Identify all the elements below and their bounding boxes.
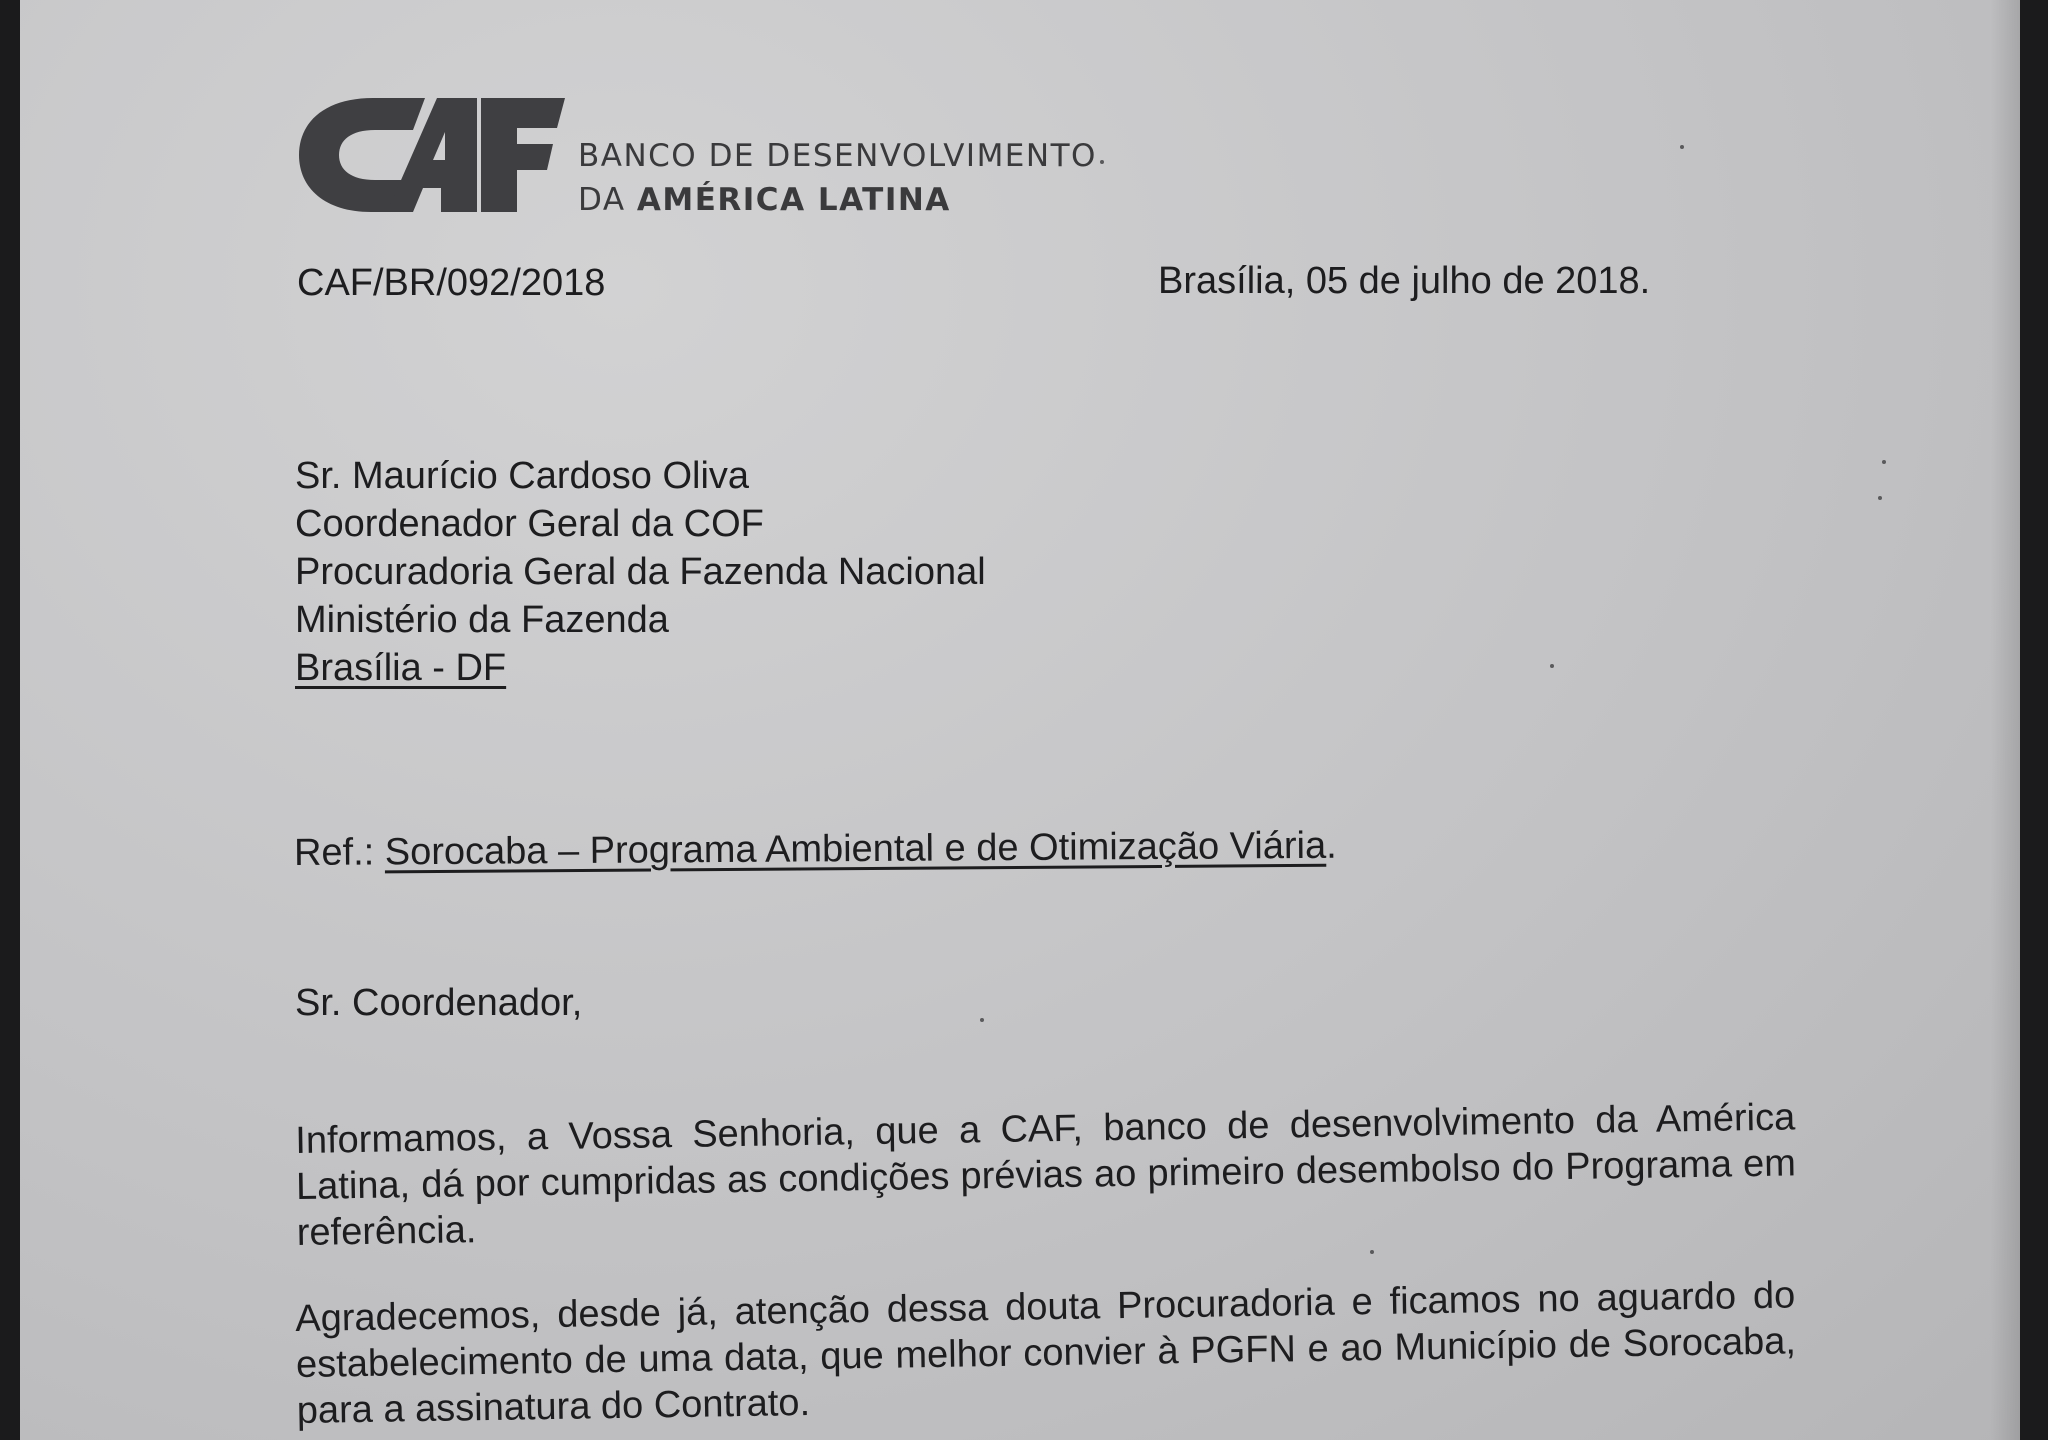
letter-page [20, 0, 2020, 1440]
subject-label: Ref.: [293, 831, 375, 874]
reference-number: CAF/BR/092/2018 [297, 262, 606, 304]
subject-line [294, 825, 1337, 875]
recipient-organization: Procuradoria Geral da Fazenda Nacional [295, 551, 986, 593]
body-paragraph-2: Agradecemos, desde já, atenção dessa douta Procuradoria e ficamos no aguardo do estabelecimento de uma data, que melhor convier à PGFN e ao Município de Sorocaba, para a assinatura do Contrato. [295, 1274, 1797, 1432]
bank-tagline [578, 134, 1097, 222]
salutation: Sr. Coordenador, [295, 982, 583, 1024]
recipient-name: Sr. Maurício Cardoso Oliva [295, 455, 750, 497]
recipient-block [295, 452, 986, 692]
recipient-title: Coordenador Geral da COF [295, 503, 764, 545]
tagline-line1: BANCO DE DESENVOLVIMENTO [578, 138, 1097, 174]
letter-date: Brasília, 05 de julho de 2018. [1158, 260, 1651, 302]
tagline-line2 [578, 178, 1097, 222]
subject-suffix: . [1325, 824, 1337, 867]
body-paragraph-1: Informamos, a Vossa Senhoria, que a CAF, banco de desenvolvimento da América Latina, dá por cumpridas as condições prévias ao primeiro desembolso do Programa em referência. [295, 1096, 1797, 1254]
subject-text: Sorocaba – Programa Ambiental e de Otimização Viária [384, 824, 1327, 874]
recipient-ministry: Ministério da Fazenda [295, 599, 669, 641]
caf-logo [295, 92, 565, 217]
letterhead [295, 92, 1095, 222]
tagline-line2-bold: AMÉRICA LATINA [636, 182, 951, 218]
recipient-city: Brasília - DF [295, 647, 507, 689]
tagline-line2-prefix: DA [578, 182, 637, 218]
